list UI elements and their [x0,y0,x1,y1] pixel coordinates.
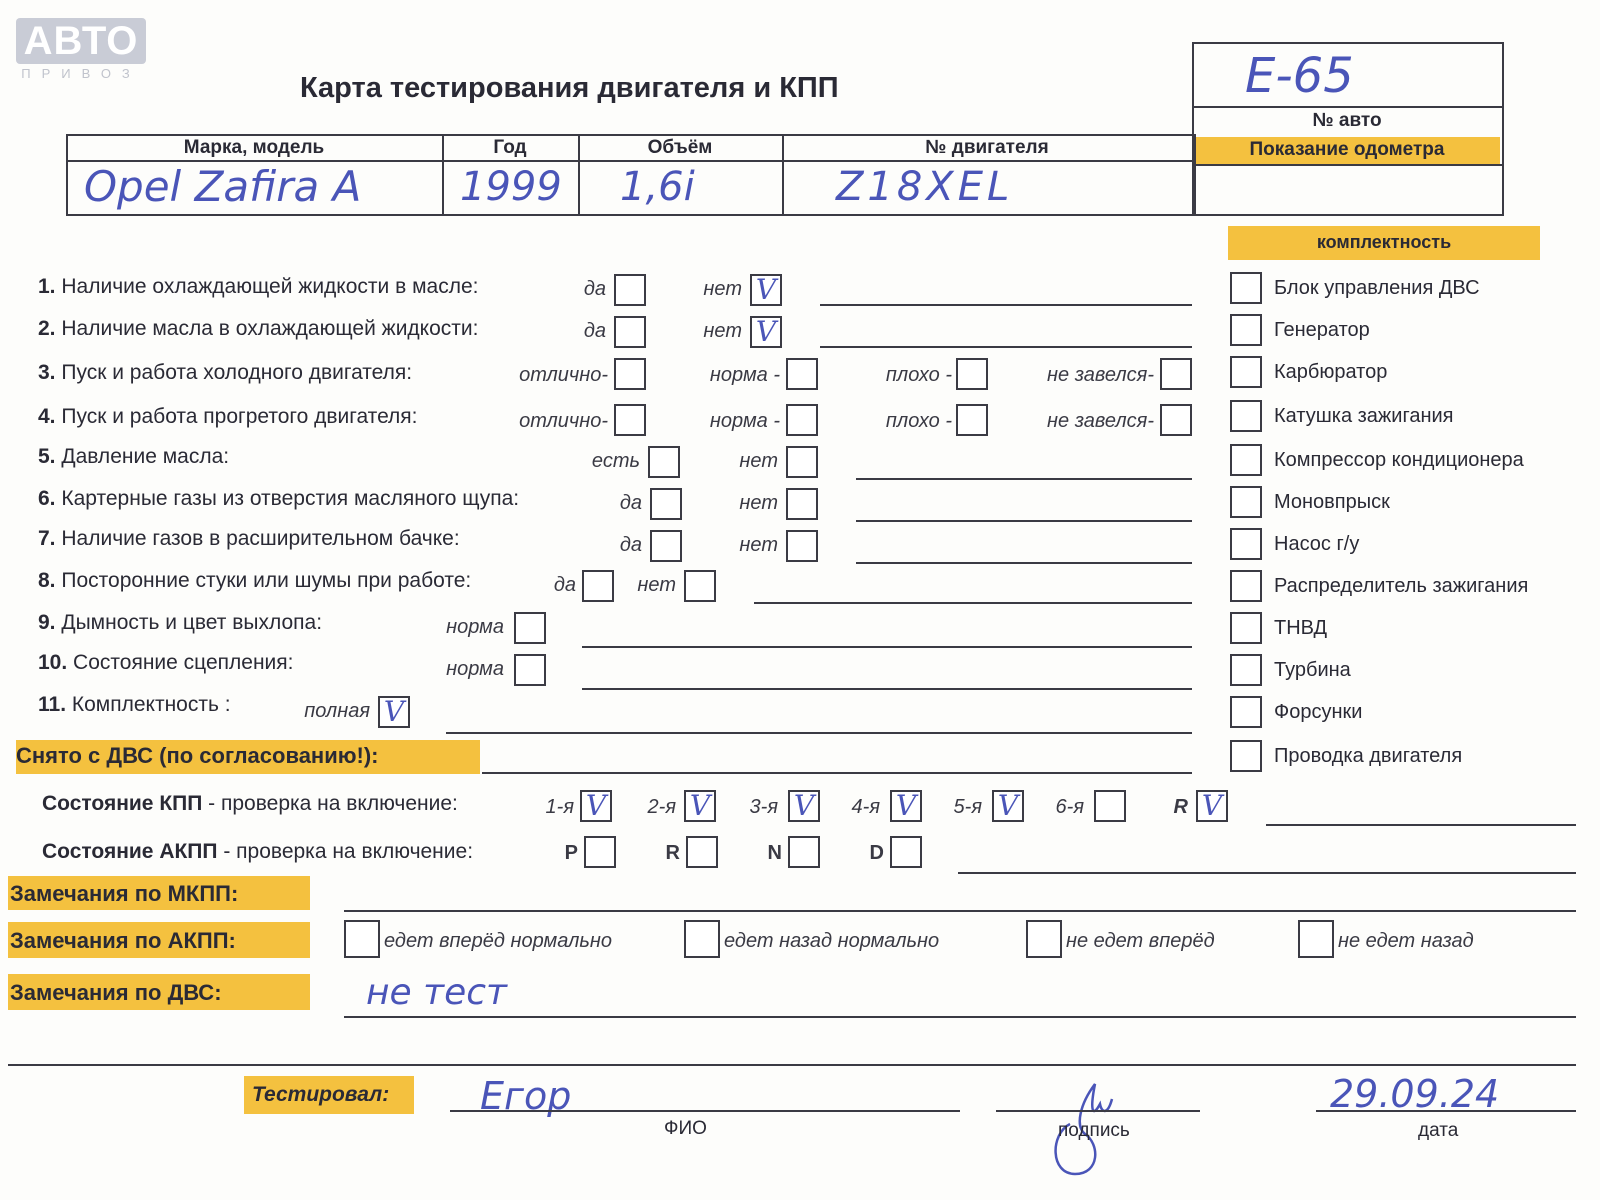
engine-no-header: № двигателя [925,137,1049,158]
checkbox-q3-no-start[interactable] [1160,358,1192,390]
test-date: 29.09.24 [1330,1072,1500,1116]
akpp-label-rest: - проверка на включение: [217,840,474,863]
year-value: 1999 [460,164,562,210]
mode-label: P [564,842,578,864]
komplekt-checkbox[interactable] [1230,570,1262,602]
answer-line [344,910,1576,912]
checkbox-q8-yes[interactable] [582,570,614,602]
fio-label: ФИО [664,1118,707,1139]
answer-line [754,602,1192,604]
option-label: да [553,574,576,596]
mode-label: D [869,842,884,864]
komplekt-item: Насос г/у [1274,533,1360,555]
question-text: Дымность и цвет выхлопа: [61,611,323,634]
tested-label: Тестировал: [252,1083,390,1106]
volume-header: Объём [647,137,713,158]
checkbox-q9-normal[interactable] [514,612,546,644]
question-text: Посторонние стуки или шумы при работе: [61,569,472,592]
divider [1192,164,1502,166]
form-title: Карта тестирования двигателя и КПП [300,72,839,104]
checkbox-q4-bad[interactable] [956,404,988,436]
question-text: Состояние сцепления: [73,651,294,674]
komplekt-item: Катушка зажигания [1274,405,1454,427]
komplekt-checkbox[interactable] [1230,740,1262,772]
option-label: норма [446,658,504,680]
option-label: нет [703,320,742,342]
komplekt-checkbox[interactable] [1230,612,1262,644]
option-label: нет [739,534,778,556]
question-text: Наличие охлаждающей жидкости в масле: [61,275,479,298]
checkbox-forward-ok[interactable] [344,920,380,958]
option-label: отлично- [519,364,608,386]
gear-label: R [1173,796,1188,818]
kpp-label-bold: Состояние КПП [42,792,203,815]
question-label [38,275,478,299]
question-number: 2. [38,317,56,340]
remarks-dvs-value: не тест [366,972,508,1013]
question-label [38,651,293,675]
make-header: Марка, модель [183,137,325,158]
option-label: есть [591,450,640,472]
question-number: 7. [38,527,56,550]
checkbox-no-reverse[interactable] [1298,920,1334,958]
answer-line [482,772,1192,774]
komplekt-item: Генератор [1274,319,1370,341]
answer-line [820,346,1192,348]
komplekt-checkbox[interactable] [1230,272,1262,304]
option-label: не завелся- [1047,410,1154,432]
checkbox-gear-5[interactable]: V [992,790,1024,822]
answer-line [582,646,1192,648]
question-number: 10. [38,651,68,674]
date-label: дата [1418,1120,1459,1141]
akpp-option: не едет вперёд [1066,930,1215,952]
akpp-label [42,840,473,864]
mode-label: R [665,842,680,864]
gear-label: 2-я [647,796,676,818]
signature-line [996,1110,1200,1112]
akpp-option: едет вперёд нормально [384,930,613,952]
sign-label: подпись [1058,1120,1130,1141]
komplekt-checkbox[interactable] [1230,356,1262,388]
komplekt-item: Карбюратор [1274,361,1388,383]
question-label [38,527,460,551]
checkbox-q1-yes[interactable] [614,274,646,306]
question-number: 3. [38,361,56,384]
logo: АВТО [16,18,146,64]
answer-line [446,732,1192,734]
odometer-label: Показание одометра [1249,139,1445,160]
checkbox-gear-1[interactable]: V [580,790,612,822]
komplekt-checkbox[interactable] [1230,444,1262,476]
volume-value: 1,6i [620,164,695,210]
option-label: да [619,492,642,514]
checkbox-q7-no[interactable] [786,530,818,562]
answer-line [856,520,1192,522]
komplekt-title: комплектность [1316,232,1452,252]
question-number: 6. [38,487,56,510]
checkbox-mode-r[interactable] [686,836,718,868]
option-label: отлично- [519,410,608,432]
option-label: норма - [709,410,780,432]
make-value: Opel Zafira A [84,162,362,211]
option-label: да [583,320,606,342]
divider [1192,106,1502,108]
answer-line [8,1064,1576,1066]
question-text: Комплектность : [71,693,231,716]
signature-line [1316,1110,1576,1112]
question-label [38,487,519,511]
akpp-label-bold: Состояние АКПП [42,840,218,863]
question-number: 11. [38,693,67,716]
komplekt-item: Блок управления ДВС [1274,277,1480,299]
question-label [38,317,478,341]
car-number-value: E-65 [1245,48,1354,104]
checkbox-q1-no[interactable]: V [750,274,782,306]
checkbox-mode-n[interactable] [788,836,820,868]
checkbox-mode-d[interactable] [890,836,922,868]
option-label: да [583,278,606,300]
logo-subtitle: ПРИВОЗ [21,66,141,81]
gear-label: 4-я [851,796,880,818]
question-text: Картерные газы из отверстия масляного щупа: [61,487,520,510]
question-label [38,361,412,385]
checkbox-q4-normal[interactable] [786,404,818,436]
tester-name: Егор [480,1074,572,1118]
year-header: Год [493,137,527,158]
komplekt-item: Моновпрыск [1274,491,1390,513]
komplekt-item: ТНВД [1274,617,1328,639]
checkbox-q2-yes[interactable] [614,316,646,348]
option-label: норма - [709,364,780,386]
question-text: Наличие масла в охлаждающей жидкости: [61,317,479,340]
akpp-option: не едет назад [1338,930,1474,952]
gear-label: 6-я [1055,796,1084,818]
question-text: Пуск и работа прогретого двигателя: [61,405,418,428]
option-label: нет [637,574,676,596]
checkbox-q7-yes[interactable] [650,530,682,562]
checkbox-q5-yes[interactable] [648,446,680,478]
question-text: Давление масла: [61,445,230,468]
option-label: полная [304,700,370,722]
checkbox-gear-4[interactable]: V [890,790,922,822]
checkbox-gear-2[interactable]: V [684,790,716,822]
answer-line [1266,824,1576,826]
signature-line [450,1110,960,1112]
komplekt-checkbox[interactable] [1230,486,1262,518]
gear-label: 5-я [953,796,982,818]
checkbox-q3-excellent[interactable] [614,358,646,390]
checkbox-q6-yes[interactable] [650,488,682,520]
checkbox-mode-p[interactable] [584,836,616,868]
removed-label: Снято с ДВС (по согласованию!): [16,743,379,768]
answer-line [856,562,1192,564]
checkbox-q4-excellent[interactable] [614,404,646,436]
remarks-mkpp-label: Замечания по МКПП: [10,881,239,906]
komplekt-checkbox[interactable] [1230,400,1262,432]
option-label: не завелся- [1047,364,1154,386]
checkbox-q3-normal[interactable] [786,358,818,390]
checkbox-q6-no[interactable] [786,488,818,520]
checkbox-gear-r[interactable]: V [1196,790,1228,822]
komplekt-item: Проводка двигателя [1274,745,1463,767]
remarks-akpp-label: Замечания по АКПП: [10,928,236,953]
option-label: плохо - [885,410,952,432]
question-text: Пуск и работа холодного двигателя: [61,361,413,384]
checkbox-q11-full[interactable]: V [378,696,410,728]
komplekt-item: Турбина [1274,659,1351,681]
checkbox-reverse-ok[interactable] [684,920,720,958]
checkbox-gear-6[interactable] [1094,790,1126,822]
answer-line [856,478,1192,480]
checkbox-gear-3[interactable]: V [788,790,820,822]
checkbox-q3-bad[interactable] [956,358,988,390]
gear-label: 3-я [749,796,778,818]
engine-no-value: Z18XEL [836,164,1014,210]
question-number: 4. [38,405,56,428]
komplekt-checkbox[interactable] [1230,314,1262,346]
option-label: нет [703,278,742,300]
question-label [38,611,322,635]
answer-line [820,304,1192,306]
question-number: 9. [38,611,56,634]
komplekt-item: Распределитель зажигания [1274,575,1529,597]
question-label [38,405,418,429]
answer-line [958,872,1576,874]
question-number: 5. [38,445,56,468]
kpp-label [42,792,458,816]
car-number-label: № авто [1312,110,1382,131]
komplekt-item: Компрессор кондиционера [1274,449,1524,471]
question-number: 1. [38,275,56,298]
option-label: да [619,534,642,556]
answer-line [344,1016,1576,1018]
question-label [38,445,229,469]
mode-label: N [767,842,782,864]
checkbox-q4-no-start[interactable] [1160,404,1192,436]
option-label: плохо - [885,364,952,386]
checkbox-q5-no[interactable] [786,446,818,478]
question-text: Наличие газов в расширительном бачке: [61,527,460,550]
akpp-option: едет назад нормально [724,930,940,952]
checkbox-no-forward[interactable] [1026,920,1062,958]
option-label: нет [739,492,778,514]
question-number: 8. [38,569,56,592]
komplekt-item: Форсунки [1274,701,1363,723]
option-label: норма [446,616,504,638]
checkbox-q8-no[interactable] [684,570,716,602]
komplekt-checkbox[interactable] [1230,696,1262,728]
option-label: нет [739,450,778,472]
question-label [38,569,471,593]
komplekt-checkbox[interactable] [1230,654,1262,686]
checkbox-q2-no[interactable]: V [750,316,782,348]
gear-label: 1-я [545,796,574,818]
komplekt-checkbox[interactable] [1230,528,1262,560]
kpp-label-rest: - проверка на включение: [202,792,458,815]
remarks-dvs-label: Замечания по ДВС: [10,980,222,1005]
question-label [38,693,231,717]
checkbox-q10-normal[interactable] [514,654,546,686]
answer-line [582,688,1192,690]
